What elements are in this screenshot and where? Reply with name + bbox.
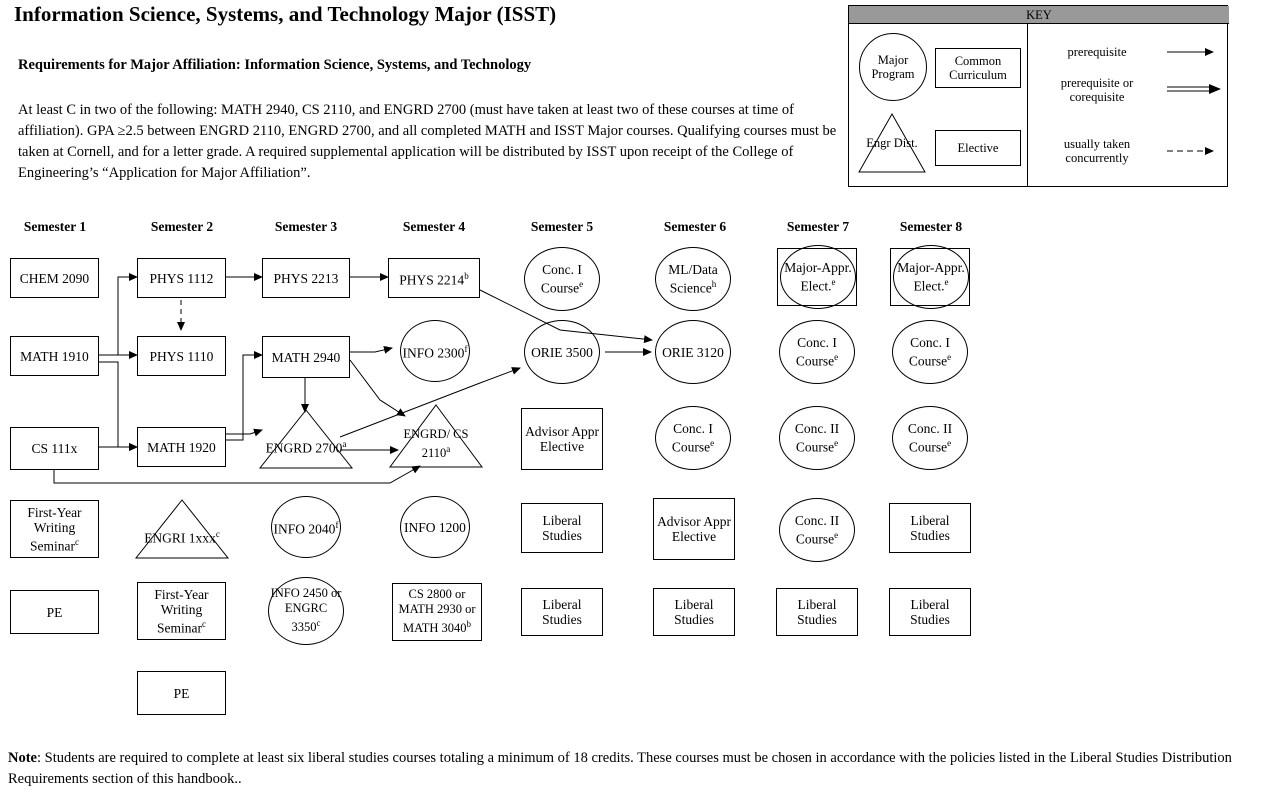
node-label: Liberal Studies (910, 513, 950, 543)
key-elective-label: Elective (957, 140, 999, 155)
node-label: MATH 2940 (271, 349, 341, 365)
node-label: First-Year Writing Seminar (154, 586, 209, 636)
node-label: PHYS 1110 (149, 348, 214, 364)
semester-header-4: Semester 4 (402, 219, 466, 234)
semester-header-2: Semester 2 (150, 219, 214, 234)
node-label: CS 2800 or MATH 2930 or MATH 3040 (398, 587, 476, 636)
node-label: Conc. I Course (671, 421, 713, 455)
semester-header-6: Semester 6 (663, 219, 727, 234)
node-label: PE (173, 685, 190, 701)
node-label: ORIE 3500 (531, 344, 593, 360)
node-label: Liberal Studies (797, 597, 837, 627)
key-header: KEY (849, 6, 1229, 24)
node-chem-2090[interactable] (10, 258, 99, 298)
node-superscript: c (215, 528, 220, 539)
node-info-2040[interactable] (271, 496, 341, 558)
node-conc-1-course-s8[interactable] (892, 320, 968, 384)
key-major-program-label: Major Program (871, 53, 915, 81)
node-math-1910[interactable] (10, 336, 99, 376)
node-first-year-writing-seminar-2[interactable] (137, 582, 226, 640)
footer-note-text: : Students are required to complete at least six liberal studies courses totaling a minimum of 18 credits. These courses must be chosen in accordance with the policies listed in the Liberal Studies Distribution Requirements section of this handbook.. (8, 750, 1232, 787)
node-label: Conc. II Course (907, 421, 953, 455)
node-label: Conc. II Course (794, 421, 840, 455)
semester-header-7: Semester 7 (786, 219, 850, 234)
semester-header-1: Semester 1 (23, 219, 87, 234)
node-math-2940[interactable] (262, 336, 350, 378)
node-liberal-studies-s5a[interactable] (521, 503, 603, 553)
node-superscript: e (831, 277, 836, 288)
node-superscript: e (579, 279, 584, 290)
node-conc-1-course-s5[interactable] (524, 247, 600, 311)
node-label: ENGRD/ CS 2110 (403, 426, 469, 461)
node-label: CS 111x (31, 441, 78, 456)
node-liberal-studies-s8b[interactable] (889, 588, 971, 636)
node-label: Liberal Studies (542, 597, 582, 627)
node-major-appr-elect-s8-box[interactable] (890, 248, 970, 306)
node-superscript: e (947, 352, 952, 363)
node-label: ML/Data Science (668, 262, 718, 296)
node-conc-1-course-s7[interactable] (779, 320, 855, 384)
key-prereq-label: prerequisite (1067, 45, 1127, 59)
node-label: Conc. I Course (795, 335, 837, 369)
node-conc-2-course-s8[interactable] (892, 406, 968, 470)
page-title: Information Science, Systems, and Technology Major (ISST) (14, 2, 557, 26)
node-math-1920[interactable] (137, 427, 226, 467)
node-info-2450-or-engrc-3350[interactable] (268, 577, 344, 645)
node-superscript: e (947, 438, 952, 449)
node-superscript: c (202, 618, 206, 629)
node-pe-2[interactable] (137, 671, 226, 715)
node-label: MATH 1920 (147, 439, 216, 455)
node-label: ORIE 3120 (662, 344, 724, 360)
node-phys-1112[interactable] (137, 258, 226, 298)
node-label: Advisor Appr Elective (657, 514, 731, 544)
node-label: PHYS 2213 (273, 270, 339, 286)
node-cs-111x[interactable] (10, 427, 99, 470)
node-conc-1-course-s6[interactable] (655, 406, 731, 470)
key-engr-dist-label: Engr Dist. (866, 136, 918, 150)
node-label: Conc. I Course (908, 335, 950, 369)
semester-header-3: Semester 3 (274, 219, 338, 234)
node-info-2300[interactable] (400, 320, 470, 382)
semester-header-8: Semester 8 (899, 219, 963, 234)
node-engri-1xxx[interactable] (134, 498, 230, 560)
node-superscript: e (944, 277, 949, 288)
node-label: ENGRD 2700 (265, 440, 343, 456)
node-label: Liberal Studies (910, 597, 950, 627)
node-label: Conc. I Course (540, 262, 582, 296)
node-engrd-2700[interactable] (258, 408, 354, 470)
node-advisor-appr-elective-s6[interactable] (653, 498, 735, 560)
node-superscript: f (464, 343, 468, 354)
key-common-curriculum-label: Common Curriculum (949, 54, 1007, 82)
node-label: Liberal Studies (542, 513, 582, 543)
node-liberal-studies-s5b[interactable] (521, 588, 603, 636)
node-label: PHYS 1112 (149, 270, 214, 286)
node-major-appr-elect-s7-box[interactable] (777, 248, 857, 306)
node-label: INFO 2450 or ENGRC 3350 (270, 586, 342, 635)
key-arrows (849, 6, 1229, 188)
node-ml-data-science[interactable] (655, 247, 731, 311)
node-label: PE (46, 604, 63, 620)
node-liberal-studies-s6[interactable] (653, 588, 735, 636)
node-superscript: a (342, 438, 347, 449)
node-conc-2-course-s7a[interactable] (779, 406, 855, 470)
semester-header-5: Semester 5 (530, 219, 594, 234)
node-advisor-appr-elective-s5[interactable] (521, 408, 603, 470)
node-superscript: e (834, 352, 839, 363)
node-info-1200[interactable] (400, 496, 470, 558)
footer-note-label: Note (8, 750, 37, 766)
node-liberal-studies-s8a[interactable] (889, 503, 971, 553)
node-superscript: e (834, 438, 839, 449)
node-major-appr-elect-s8 (893, 245, 969, 309)
node-orie-3500[interactable] (524, 320, 600, 384)
node-label: Liberal Studies (674, 597, 714, 627)
node-superscript: f (335, 519, 339, 530)
node-superscript: b (464, 270, 469, 281)
node-superscript: b (466, 619, 472, 630)
node-pe-1[interactable] (10, 590, 99, 634)
node-superscript: e (834, 530, 839, 541)
node-liberal-studies-s7[interactable] (776, 588, 858, 636)
node-first-year-writing-seminar-1[interactable] (10, 500, 99, 558)
node-phys-2214[interactable] (388, 258, 480, 298)
node-label: Major-Appr. Elect. (784, 260, 852, 294)
node-major-appr-elect-s7 (780, 245, 856, 309)
node-label: First-Year Writing Seminar (27, 504, 82, 554)
node-superscript: e (710, 438, 715, 449)
node-label: PHYS 2214 (399, 272, 465, 288)
node-label: Advisor Appr Elective (525, 424, 599, 454)
node-conc-2-course-s7b[interactable] (779, 498, 855, 562)
node-orie-3120[interactable] (655, 320, 731, 384)
node-label: Conc. II Course (794, 513, 840, 547)
key-concurrent-label: usually taken concurrently (1063, 137, 1131, 165)
node-label: INFO 2300 (402, 345, 465, 361)
footer-note (8, 748, 1272, 790)
node-label: Major-Appr. Elect. (897, 260, 965, 294)
node-superscript: c (75, 536, 79, 547)
node-label: ENGRI 1xxx (144, 530, 216, 546)
key-prereq-coreq-label: prerequisite or corequisite (1060, 76, 1134, 104)
node-cs-2800-or-math[interactable] (392, 583, 482, 641)
node-superscript: a (446, 443, 451, 454)
node-engrd-cs-2110[interactable] (388, 403, 484, 469)
affiliation-subtitle: Requirements for Major Affiliation: Information Science, Systems, and Technology (18, 57, 532, 73)
node-phys-2213[interactable] (262, 258, 350, 298)
node-superscript: c (316, 618, 321, 629)
node-superscript: h (711, 279, 717, 290)
node-label: INFO 1200 (404, 519, 466, 535)
node-label: MATH 1910 (20, 348, 89, 364)
node-label: CHEM 2090 (19, 270, 90, 286)
node-phys-1110[interactable] (137, 336, 226, 376)
requirements-text: At least C in two of the following: MATH 2940, CS 2110, and ENGRD 2700 (must have taken at least two of these courses at time of affiliation). GPA ≥2.5 between ENGRD 2110, ENGRD 2700, and all completed MATH and ISST Major courses. Qualifying courses must be taken at Cornell, and for a letter grade. A required supplemental application will be distributed by ISST upon receipt of the College of Engineering’s “Application for Major Affiliation”. (18, 102, 837, 181)
key-legend (848, 5, 1228, 187)
node-label: INFO 2040 (273, 521, 336, 537)
